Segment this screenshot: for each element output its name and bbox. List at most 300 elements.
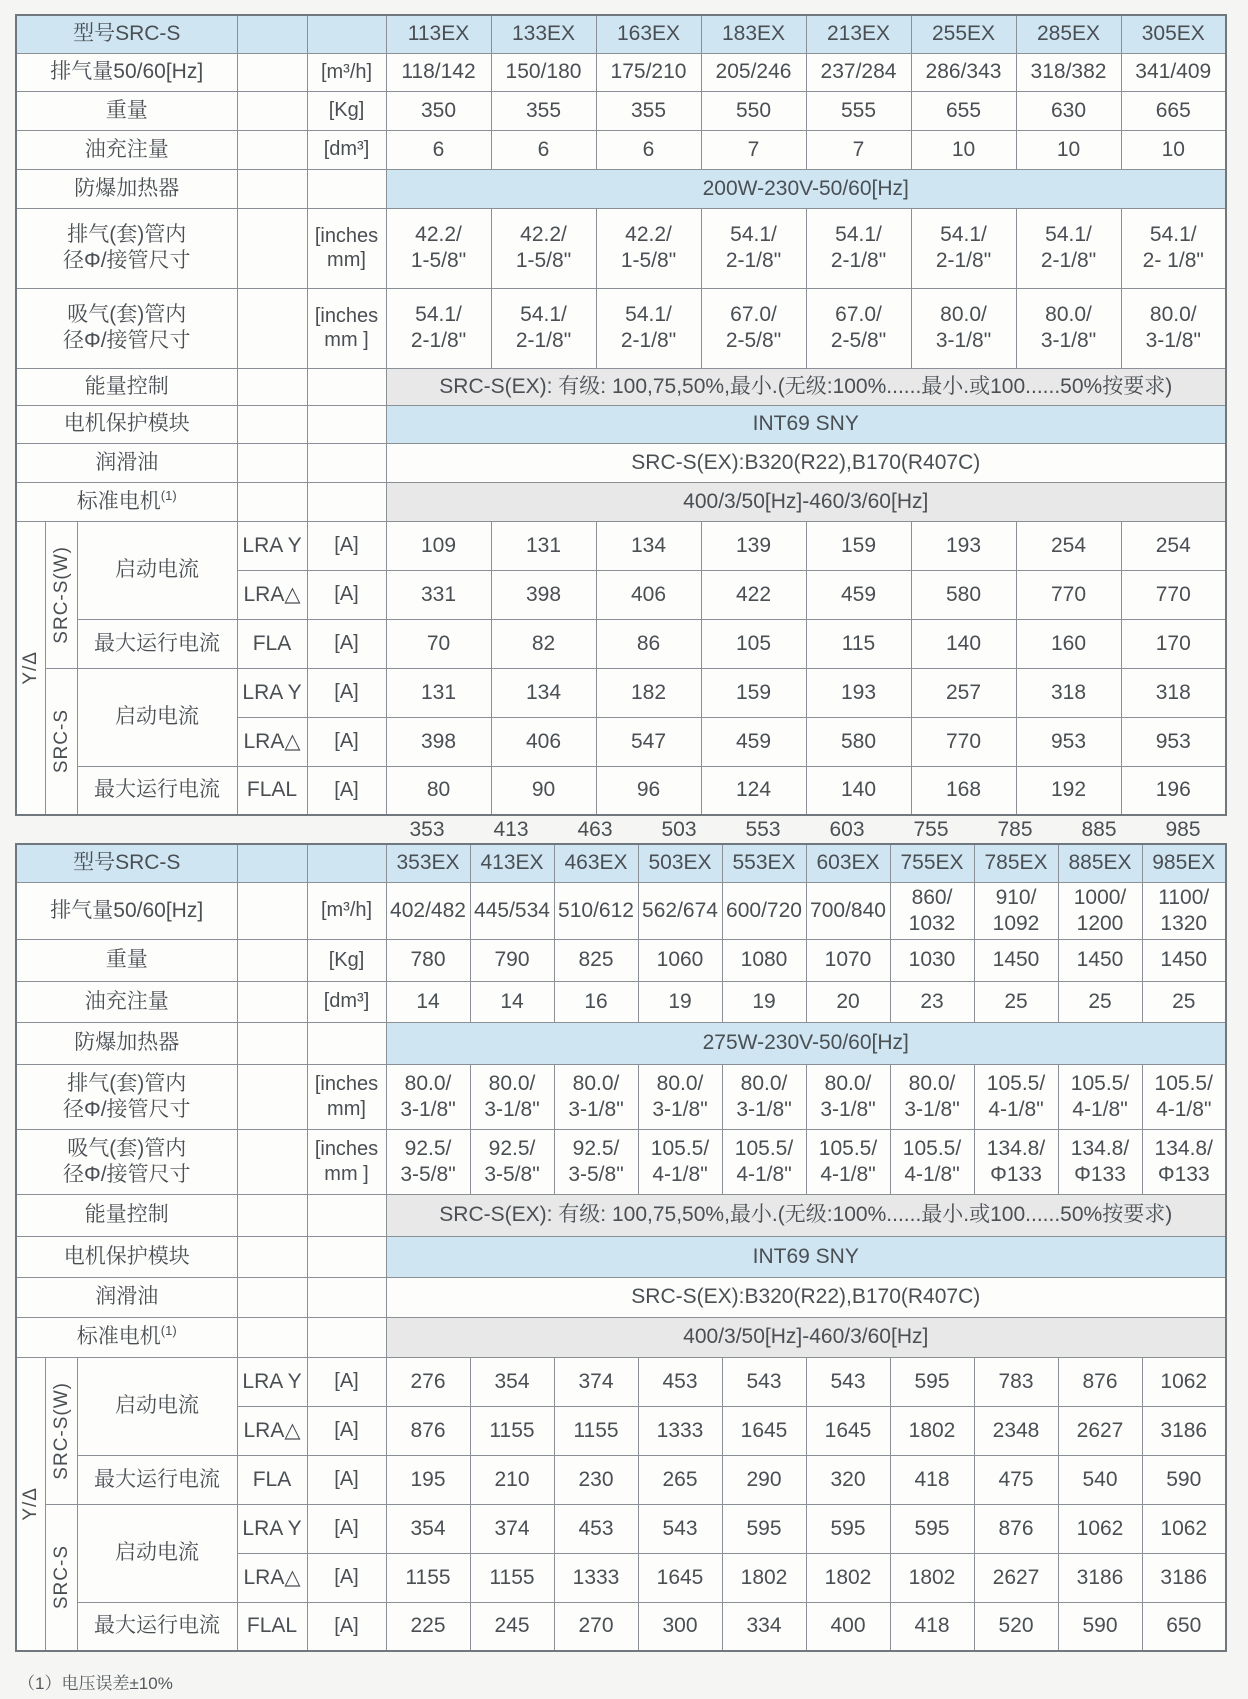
model-header-cell: 183EX [701, 15, 806, 53]
value-cell-line: 134.8/ [1070, 1136, 1130, 1160]
value-cell: 374 [470, 1504, 554, 1553]
table-row [16, 668, 1226, 717]
value-cell: 105 [701, 619, 806, 668]
amp-unit-cell: [A] [307, 570, 386, 619]
unit-cell [307, 1317, 386, 1357]
value-cell: 780 [386, 939, 470, 981]
group-label-cell-text: Y/Δ [20, 1486, 42, 1521]
current-code-cell: FLAL [237, 766, 307, 815]
row-label-cell-line: 径Φ/接管尺寸 [62, 1097, 191, 1121]
table-row [16, 1064, 1226, 1129]
row-label-cell: 油充注量 [16, 981, 237, 1022]
value-cell: 1333 [554, 1553, 638, 1602]
value-cell: 1802 [722, 1553, 806, 1602]
unit-cell [307, 1194, 386, 1236]
unit-cell [307, 1277, 386, 1317]
value-cell [911, 53, 1016, 91]
value-cell: 318 [1121, 668, 1226, 717]
model-number: 755 [913, 817, 949, 841]
table-row [16, 1194, 1226, 1236]
table-row [16, 482, 1226, 521]
value-cell [470, 1064, 554, 1129]
value-cell: 1802 [890, 1406, 974, 1455]
value-cell-line: 2-1/8" [935, 249, 992, 272]
value-cell-line: 3-1/8" [820, 1097, 876, 1121]
value-cell-line: 105.5/ [650, 1136, 710, 1160]
value-cell: 225 [386, 1602, 470, 1651]
value-cell: 290 [722, 1455, 806, 1504]
unit-cell-line: [inches [314, 1138, 379, 1161]
value-cell: 1450 [974, 939, 1058, 981]
value-cell [1058, 1064, 1142, 1129]
row-label-text: 标准电机 [76, 1325, 161, 1349]
value-cell [1016, 53, 1121, 91]
value-cell-line: 3-1/8" [568, 1097, 624, 1121]
unit-cell-line: mm] [327, 1097, 366, 1120]
value-cell: 520 [974, 1602, 1058, 1651]
band-cell: 400/3/50[Hz]-460/3/60[Hz] [386, 482, 1226, 521]
value-cell: 6 [386, 130, 491, 169]
value-cell [1142, 1064, 1226, 1129]
model-header-cell: 133EX [491, 15, 596, 53]
value-cell: 2348 [974, 1406, 1058, 1455]
table-row [16, 1455, 1226, 1504]
row-label-text: 标准电机 [76, 489, 161, 513]
value-cell-line: Φ133 [990, 1162, 1042, 1186]
value-cell-line: 2-5/8" [725, 329, 782, 352]
value-cell: 1155 [470, 1553, 554, 1602]
value-cell [386, 208, 491, 288]
current-type-cell: 启动电流 [77, 521, 237, 619]
band-cell: SRC-S(EX): 有级: 100,75,50%,最小.(无级:100%......最小.或100......50%按要求) [386, 368, 1226, 405]
value-cell-line: 3-5/8" [400, 1162, 456, 1186]
row-label-superscript: (1) [160, 1323, 177, 1339]
unit-cell [307, 1129, 386, 1194]
value-cell [806, 53, 911, 91]
value-cell [806, 1064, 890, 1129]
row-label-superscript: (1) [160, 487, 177, 503]
value-cell-line: 3-1/8" [935, 329, 992, 352]
value-cell: 459 [806, 570, 911, 619]
narrow-cell [237, 1317, 307, 1357]
value-cell: 374 [554, 1357, 638, 1406]
value-cell: 193 [911, 521, 1016, 570]
table-row [16, 443, 1226, 482]
value-cell: 210 [470, 1455, 554, 1504]
band-cell: INT69 SNY [386, 405, 1226, 443]
narrow-cell [237, 208, 307, 288]
row-label-cell-line: 径Φ/接管尺寸 [62, 1162, 191, 1186]
value-cell: 422 [701, 570, 806, 619]
current-code-cell: LRA Y [237, 668, 307, 717]
value-cell: 590 [1058, 1602, 1142, 1651]
value-cell: 86 [596, 619, 701, 668]
value-cell [386, 53, 491, 91]
unit-cell [307, 169, 386, 208]
current-code-cell: LRA△ [237, 570, 307, 619]
table-row [16, 1504, 1226, 1553]
row-label-cell: 电机保护模块 [16, 1236, 237, 1277]
value-cell: 770 [911, 717, 1016, 766]
value-cell-line: 860/ [911, 885, 953, 909]
model-number: 785 [997, 817, 1033, 841]
model-header-cell: 785EX [974, 844, 1058, 882]
amp-unit-cell: [A] [307, 521, 386, 570]
value-cell: 124 [701, 766, 806, 815]
value-cell-line: 2-5/8" [830, 329, 887, 352]
value-cell: 82 [491, 619, 596, 668]
value-cell: 1802 [890, 1553, 974, 1602]
unit-cell: [dm³] [307, 981, 386, 1022]
value-cell-line: 2-1/8" [410, 329, 467, 352]
value-cell [806, 288, 911, 368]
value-cell [701, 53, 806, 91]
value-cell-line: 54.1/ [940, 223, 987, 247]
value-cell [1121, 288, 1226, 368]
value-cell: 7 [806, 130, 911, 169]
value-cell-line: 80.0/ [824, 1071, 872, 1095]
model-number: 603 [829, 817, 865, 841]
table-row [16, 91, 1226, 130]
value-cell [890, 882, 974, 939]
row-label-cell [16, 1129, 237, 1194]
value-cell [386, 1064, 470, 1129]
value-cell [1058, 882, 1142, 939]
value-cell-line: 80.0/ [488, 1071, 536, 1095]
row-label-cell: 润滑油 [16, 1277, 237, 1317]
value-cell: 10 [1016, 130, 1121, 169]
value-cell [701, 208, 806, 288]
value-cell: 543 [722, 1357, 806, 1406]
value-cell-line: 510/612 [558, 898, 634, 922]
value-cell-line: 92.5/ [572, 1136, 620, 1160]
narrow-cell [237, 1194, 307, 1236]
value-cell-line: 150/180 [505, 60, 582, 84]
amp-unit-cell: [A] [307, 668, 386, 717]
value-cell: 159 [701, 668, 806, 717]
value-cell: 1155 [470, 1406, 554, 1455]
value-cell [596, 208, 701, 288]
value-cell-line: 700/840 [810, 898, 886, 922]
model-header-cell: 985EX [1142, 844, 1226, 882]
table-row [16, 1236, 1226, 1277]
value-cell: 876 [386, 1406, 470, 1455]
value-cell: 320 [806, 1455, 890, 1504]
row-label-cell: 能量控制 [16, 1194, 237, 1236]
value-cell-line: 54.1/ [625, 303, 672, 327]
current-code-cell: LRA Y [237, 1357, 307, 1406]
unit-cell: [dm³] [307, 130, 386, 169]
narrow-cell [237, 981, 307, 1022]
value-cell-line: 3-1/8" [904, 1097, 960, 1121]
value-cell-line: 3-1/8" [652, 1097, 708, 1121]
value-cell: 790 [470, 939, 554, 981]
current-type-cell: 启动电流 [77, 1357, 237, 1455]
current-type-cell: 最大运行电流 [77, 619, 237, 668]
value-cell [491, 288, 596, 368]
model-header-cell: 113EX [386, 15, 491, 53]
table-row [16, 844, 1226, 882]
value-cell: 3186 [1058, 1553, 1142, 1602]
value-cell: 1450 [1058, 939, 1142, 981]
value-cell-line: 42.2/ [625, 223, 672, 247]
group-label-cell-text: Y/Δ [20, 650, 42, 685]
value-cell-line: 80.0/ [404, 1071, 452, 1095]
value-cell: 398 [386, 717, 491, 766]
value-cell: 159 [806, 521, 911, 570]
value-cell: 354 [470, 1357, 554, 1406]
value-cell: 580 [806, 717, 911, 766]
current-code-cell: LRA Y [237, 521, 307, 570]
value-cell: 134 [596, 521, 701, 570]
current-type-cell: 启动电流 [77, 1504, 237, 1602]
value-cell: 254 [1121, 521, 1226, 570]
unit-cell-line: mm ] [324, 329, 369, 351]
value-cell-line: 2- 1/8" [1142, 249, 1204, 272]
model-number: 353 [409, 817, 445, 841]
current-type-cell: 最大运行电流 [77, 1602, 237, 1651]
spec-table-2 [15, 843, 1248, 1652]
value-cell: 14 [386, 981, 470, 1022]
model-header-cell: 255EX [911, 15, 1016, 53]
value-cell-line: 54.1/ [835, 223, 882, 247]
current-code-cell: LRA Y [237, 1504, 307, 1553]
value-cell-line: 134.8/ [1154, 1136, 1213, 1160]
value-cell-line: 92.5/ [488, 1136, 536, 1160]
value-cell-line: 3-1/8" [1145, 329, 1201, 352]
unit-cell [307, 405, 386, 443]
band-cell: INT69 SNY [386, 1236, 1226, 1277]
value-cell: 1645 [806, 1406, 890, 1455]
value-cell-line: 3-1/8" [400, 1097, 456, 1121]
value-cell-line: 3-1/8" [1040, 329, 1097, 352]
value-cell: 355 [596, 91, 701, 130]
unit-cell-line: [inches [314, 224, 379, 247]
band-cell: 275W-230V-50/60[Hz] [386, 1022, 1226, 1064]
unit-cell [307, 482, 386, 521]
value-cell: 257 [911, 668, 1016, 717]
unit-cell [307, 844, 386, 882]
unit-cell-line: [inches [314, 1073, 379, 1096]
value-cell [1121, 208, 1226, 288]
value-cell: 418 [890, 1602, 974, 1651]
value-cell: 334 [722, 1602, 806, 1651]
value-cell-line: 80.0/ [740, 1071, 788, 1095]
value-cell: 139 [701, 521, 806, 570]
value-cell: 1062 [1058, 1504, 1142, 1553]
unit-cell [307, 368, 386, 405]
unit-cell-line: [inches [314, 304, 379, 327]
value-cell: 196 [1121, 766, 1226, 815]
value-cell: 2627 [974, 1553, 1058, 1602]
value-cell: 418 [890, 1455, 974, 1504]
value-cell: 245 [470, 1602, 554, 1651]
narrow-cell [237, 443, 307, 482]
value-cell: 543 [638, 1504, 722, 1553]
table-row [16, 766, 1226, 815]
value-cell [722, 1129, 806, 1194]
value-cell-line: 105.5/ [1154, 1071, 1213, 1095]
value-cell-line: 562/674 [642, 898, 718, 922]
value-cell: 193 [806, 668, 911, 717]
model-row-label: 型号SRC-S [16, 15, 237, 53]
value-cell: 23 [890, 981, 974, 1022]
value-cell: 80 [386, 766, 491, 815]
value-cell [1016, 288, 1121, 368]
value-cell: 1645 [722, 1406, 806, 1455]
value-cell: 953 [1016, 717, 1121, 766]
value-cell: 96 [596, 766, 701, 815]
value-cell-line: 80.0/ [656, 1071, 704, 1095]
row-label-cell: 重量 [16, 91, 237, 130]
band-cell: SRC-S(EX):B320(R22),B170(R407C) [386, 443, 1226, 482]
value-cell: 655 [911, 91, 1016, 130]
value-cell: 25 [1058, 981, 1142, 1022]
value-cell [722, 882, 806, 939]
value-cell [806, 1129, 890, 1194]
narrow-cell [237, 53, 307, 91]
unit-cell [307, 208, 386, 288]
row-label-cell: 排气量50/60[Hz] [16, 882, 237, 939]
row-label-cell: 电机保护模块 [16, 405, 237, 443]
table-row [16, 208, 1226, 288]
value-cell-line: 1032 [908, 911, 956, 935]
value-cell-line: 1200 [1076, 911, 1124, 935]
table-row [16, 15, 1226, 53]
value-cell [470, 1129, 554, 1194]
value-cell [890, 1129, 974, 1194]
value-cell: 140 [911, 619, 1016, 668]
value-cell: 131 [491, 521, 596, 570]
value-cell: 2627 [1058, 1406, 1142, 1455]
value-cell: 1060 [638, 939, 722, 981]
value-cell-line: 2-1/8" [620, 329, 677, 352]
row-label-cell: 防爆加热器 [16, 1022, 237, 1064]
current-code-cell: FLA [237, 1455, 307, 1504]
value-cell-line: 105.5/ [902, 1136, 962, 1160]
model-header-cell: 353EX [386, 844, 470, 882]
unit-cell [307, 1064, 386, 1129]
value-cell: 331 [386, 570, 491, 619]
value-cell: 131 [386, 668, 491, 717]
value-cell [1058, 1129, 1142, 1194]
value-cell-line: 3-5/8" [568, 1162, 624, 1186]
value-cell: 182 [596, 668, 701, 717]
value-cell-line: 1-5/8" [620, 249, 677, 272]
value-cell-line: 92.5/ [404, 1136, 452, 1160]
value-cell: 16 [554, 981, 638, 1022]
amp-unit-cell: [A] [307, 1504, 386, 1553]
value-cell-line: 1-5/8" [515, 249, 572, 272]
value-cell: 1070 [806, 939, 890, 981]
value-cell: 350 [386, 91, 491, 130]
current-code-cell: LRA△ [237, 1553, 307, 1602]
row-label-cell [16, 482, 237, 521]
value-cell [911, 208, 1016, 288]
value-cell: 595 [806, 1504, 890, 1553]
value-cell [470, 882, 554, 939]
value-cell [1121, 53, 1226, 91]
unit-cell [307, 1022, 386, 1064]
narrow-cell [237, 1022, 307, 1064]
table-row [16, 288, 1226, 368]
value-cell: 355 [491, 91, 596, 130]
value-cell-line: 42.2/ [520, 223, 567, 247]
unit-cell [307, 15, 386, 53]
sub-group-label-cell [45, 1357, 77, 1504]
group-label-cell [16, 1357, 45, 1651]
value-cell-line: Φ133 [1157, 1162, 1210, 1186]
model-header-cell: 463EX [554, 844, 638, 882]
model-number: 413 [493, 817, 529, 841]
value-cell: 400 [806, 1602, 890, 1651]
row-label-cell [16, 208, 237, 288]
value-cell-line: 341/409 [1135, 60, 1212, 84]
value-cell-line: 4-1/8" [652, 1162, 708, 1186]
value-cell: 406 [491, 717, 596, 766]
value-cell: 3186 [1142, 1553, 1226, 1602]
narrow-cell [237, 882, 307, 939]
value-cell-line: 4-1/8" [736, 1162, 792, 1186]
value-cell: 453 [638, 1357, 722, 1406]
value-cell-line: 286/343 [925, 60, 1002, 84]
value-cell: 783 [974, 1357, 1058, 1406]
value-cell-line: 3-1/8" [736, 1097, 792, 1121]
model-number: 885 [1081, 817, 1117, 841]
row-label-cell: 油充注量 [16, 130, 237, 169]
value-cell: 10 [911, 130, 1016, 169]
model-header-cell: 603EX [806, 844, 890, 882]
value-cell: 1062 [1142, 1504, 1226, 1553]
value-cell: 25 [974, 981, 1058, 1022]
row-label-cell-line: 吸气(套)管内 [67, 303, 187, 327]
value-cell: 3186 [1142, 1406, 1226, 1455]
table-row [16, 53, 1226, 91]
value-cell: 398 [491, 570, 596, 619]
value-cell: 90 [491, 766, 596, 815]
value-cell [638, 1129, 722, 1194]
value-cell-line: 105.5/ [818, 1136, 878, 1160]
value-cell: 590 [1142, 1455, 1226, 1504]
value-cell: 630 [1016, 91, 1121, 130]
value-cell: 20 [806, 981, 890, 1022]
value-cell: 134 [491, 668, 596, 717]
current-code-cell: LRA△ [237, 717, 307, 766]
unit-cell [307, 1236, 386, 1277]
value-cell: 170 [1121, 619, 1226, 668]
value-cell: 547 [596, 717, 701, 766]
model-header-cell: 413EX [470, 844, 554, 882]
value-cell: 140 [806, 766, 911, 815]
value-cell [554, 1129, 638, 1194]
table-row [16, 981, 1226, 1022]
value-cell [554, 1064, 638, 1129]
value-cell [911, 288, 1016, 368]
value-cell: 580 [911, 570, 1016, 619]
value-cell-line: 4-1/8" [904, 1162, 960, 1186]
value-cell-line: 80.0/ [1045, 303, 1092, 327]
value-cell: 876 [1058, 1357, 1142, 1406]
row-label-cell-line: 排气(套)管内 [67, 223, 187, 247]
table-row [16, 882, 1226, 939]
narrow-cell [237, 844, 307, 882]
value-cell: 276 [386, 1357, 470, 1406]
sub-group-label-cell-text: SRC-S(W) [50, 545, 72, 644]
value-cell: 595 [890, 1357, 974, 1406]
amp-unit-cell: [A] [307, 1406, 386, 1455]
model-row-label: 型号SRC-S [16, 844, 237, 882]
value-cell-line: Φ133 [1074, 1162, 1126, 1186]
